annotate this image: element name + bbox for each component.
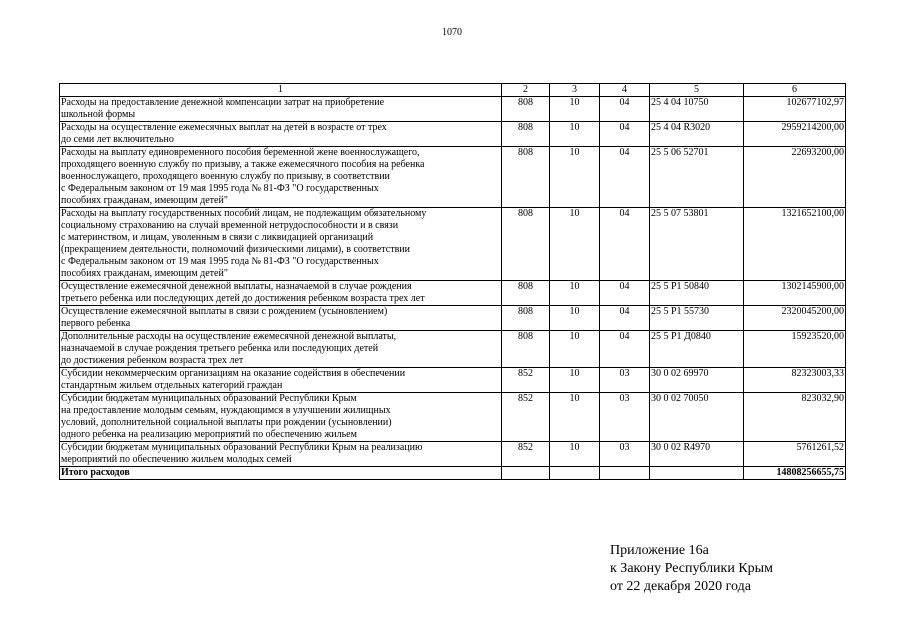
subsection-code: 04 — [600, 122, 650, 147]
empty-cell — [650, 467, 744, 480]
subsection-code: 04 — [600, 97, 650, 122]
table-row — [60, 281, 846, 306]
section-code: 10 — [550, 393, 600, 442]
column-header: 3 — [550, 84, 600, 97]
expense-name: Субсидии бюджетам муниципальных образований Республики Крым на реализацию мероприятий по обеспечению жильем молодых семей — [60, 442, 502, 467]
appendix-date: от 22 декабря 2020 года — [610, 579, 751, 594]
empty-cell — [600, 467, 650, 480]
expense-name: Расходы на выплату государственных пособий лицам, не подлежащим обязательному социальному страхованию на случай временной нетрудоспособности и в связи с материнством, и лицам, уволенным в связи с ликвидацией организаций (прекращением деятельности, полномочий физическими лицами), в соответствии с Федеральным законом от 19 мая 1995 года № 81-ФЗ "О государственных пособиях гражданам, имеющим детей" — [60, 208, 502, 281]
target-item-code: 25 5 P1 Д0840 — [650, 331, 744, 368]
section-code: 10 — [550, 147, 600, 208]
amount: 2320045200,00 — [744, 306, 846, 331]
table-row — [60, 331, 846, 368]
ministry-code: 808 — [502, 331, 550, 368]
subsection-code: 04 — [600, 147, 650, 208]
column-header: 4 — [600, 84, 650, 97]
subsection-code: 04 — [600, 306, 650, 331]
amount: 2959214200,00 — [744, 122, 846, 147]
table-row — [60, 122, 846, 147]
table-row — [60, 306, 846, 331]
ministry-code: 852 — [502, 368, 550, 393]
amount: 15923520,00 — [744, 331, 846, 368]
table-row — [60, 97, 846, 122]
target-item-code: 25 5 P1 50840 — [650, 281, 744, 306]
target-item-code: 30 0 02 70050 — [650, 393, 744, 442]
ministry-code: 808 — [502, 97, 550, 122]
amount: 5761261,52 — [744, 442, 846, 467]
target-item-code: 25 4 04 R3020 — [650, 122, 744, 147]
ministry-code: 808 — [502, 122, 550, 147]
expense-name: Расходы на выплату единовременного пособия беременной жене военнослужащего, проходящего военную службу по призыву, а также ежемесячного пособия на ребенка военнослужащего, проходящего военную службу по призыву, в соответствии с Федеральным законом от 19 мая 1995 года № 81-ФЗ "О государственных пособиях гражданам, имеющим детей" — [60, 147, 502, 208]
table-row — [60, 393, 846, 442]
target-item-code: 25 5 06 52701 — [650, 147, 744, 208]
empty-cell — [550, 467, 600, 480]
target-item-code: 25 5 P1 55730 — [650, 306, 744, 331]
section-code: 10 — [550, 122, 600, 147]
subsection-code: 03 — [600, 368, 650, 393]
amount: 1302145900,00 — [744, 281, 846, 306]
subsection-code: 04 — [600, 331, 650, 368]
expense-name: Субсидии некоммерческим организациям на оказание содействия в обеспечении стандартным жильем отдельных категорий граждан — [60, 368, 502, 393]
expense-name: Субсидии бюджетам муниципальных образований Республики Крым на предоставление молодым семьям, нуждающимся в улучшении жилищных условий, дополнительной социальной выплаты при рождении (усыновлении) одного ребенка на реализацию мероприятий по обеспечению жильем — [60, 393, 502, 442]
subsection-code: 04 — [600, 208, 650, 281]
amount: 823032,90 — [744, 393, 846, 442]
total-row — [60, 467, 846, 480]
table-row — [60, 147, 846, 208]
total-label: Итого расходов — [60, 467, 502, 480]
target-item-code: 25 4 04 10750 — [650, 97, 744, 122]
section-code: 10 — [550, 208, 600, 281]
section-code: 10 — [550, 306, 600, 331]
ministry-code: 852 — [502, 442, 550, 467]
target-item-code: 25 5 07 53801 — [650, 208, 744, 281]
table-row — [60, 208, 846, 281]
ministry-code: 808 — [502, 306, 550, 331]
appendix-caption — [610, 542, 773, 596]
amount: 82323003,33 — [744, 368, 846, 393]
section-code: 10 — [550, 368, 600, 393]
column-header: 1 — [60, 84, 502, 97]
column-header: 5 — [650, 84, 744, 97]
amount: 1321652100,00 — [744, 208, 846, 281]
expense-name: Осуществление ежемесячной денежной выплаты, назначаемой в случае рождения третьего ребенка или последующих детей до достижения ребенком возраста трех лет — [60, 281, 502, 306]
page-number: 1070 — [442, 27, 462, 38]
column-header: 2 — [502, 84, 550, 97]
section-code: 10 — [550, 97, 600, 122]
section-code: 10 — [550, 442, 600, 467]
subsection-code: 04 — [600, 281, 650, 306]
ministry-code: 808 — [502, 147, 550, 208]
expense-name: Дополнительные расходы на осуществление ежемесячной денежной выплаты, назначаемой в случае рождения третьего ребенка или последующих детей до достижения ребенком возраста трех лет — [60, 331, 502, 368]
table-row — [60, 368, 846, 393]
expense-name: Осуществление ежемесячной выплаты в связи с рождением (усыновлением) первого ребенка — [60, 306, 502, 331]
ministry-code: 852 — [502, 393, 550, 442]
target-item-code: 30 0 02 69970 — [650, 368, 744, 393]
target-item-code: 30 0 02 R4970 — [650, 442, 744, 467]
appendix-law-reference: к Закону Республики Крым — [610, 561, 773, 576]
appendix-title: Приложение 16а — [610, 543, 709, 558]
total-amount: 14808256655,75 — [744, 467, 846, 480]
ministry-code: 808 — [502, 281, 550, 306]
ministry-code: 808 — [502, 208, 550, 281]
subsection-code: 03 — [600, 393, 650, 442]
amount: 22693200,00 — [744, 147, 846, 208]
table-row — [60, 442, 846, 467]
section-code: 10 — [550, 331, 600, 368]
section-code: 10 — [550, 281, 600, 306]
expense-name: Расходы на предоставление денежной компенсации затрат на приобретение школьной формы — [60, 97, 502, 122]
table-header-row — [60, 84, 846, 97]
column-header: 6 — [744, 84, 846, 97]
expense-name: Расходы на осуществление ежемесячных выплат на детей в возрасте от трех до семи лет включительно — [60, 122, 502, 147]
amount: 102677102,97 — [744, 97, 846, 122]
subsection-code: 03 — [600, 442, 650, 467]
expenditure-table — [59, 83, 846, 480]
empty-cell — [502, 467, 550, 480]
